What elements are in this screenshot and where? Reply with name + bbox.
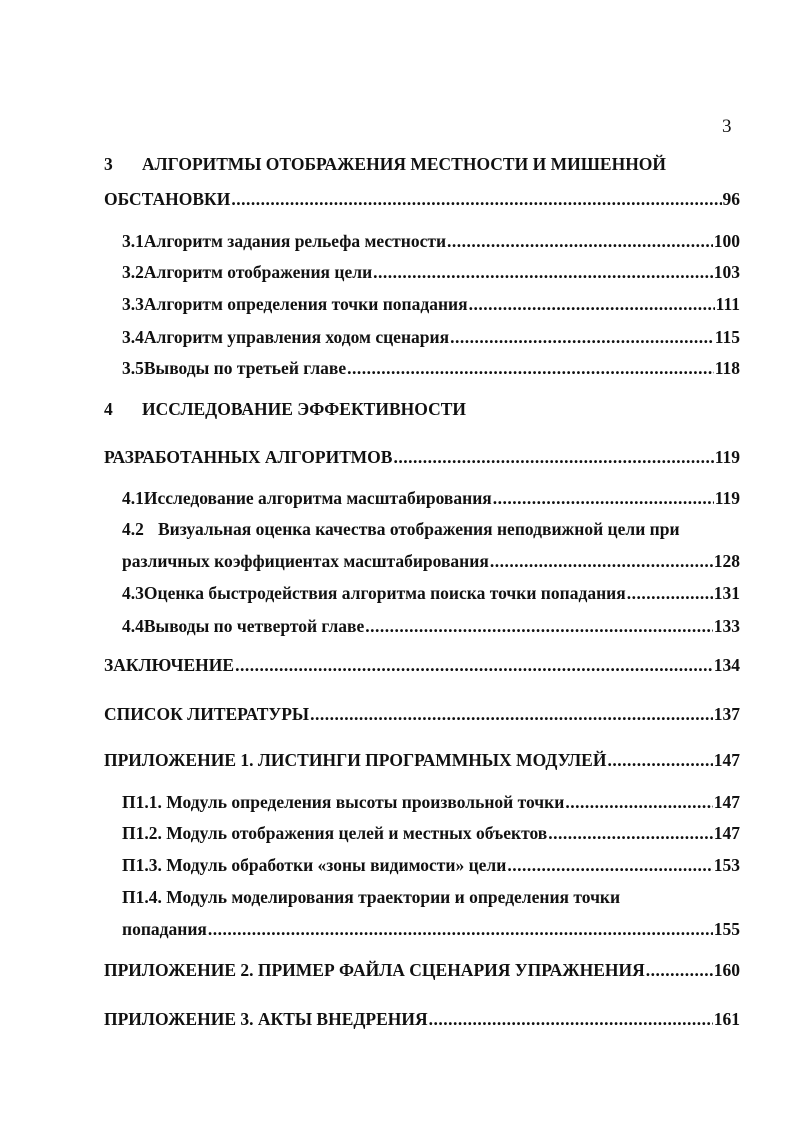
toc-page: 131: [713, 583, 740, 603]
toc-title: ПРИЛОЖЕНИЕ 2. ПРИМЕР ФАЙЛА СЦЕНАРИЯ УПРАЖНЕНИЯ: [104, 960, 645, 980]
toc-section-4-4[interactable]: [122, 613, 740, 639]
toc-leader: [450, 324, 714, 350]
toc-page: 134: [713, 655, 740, 675]
toc-page: 118: [714, 358, 740, 378]
toc-leader: [447, 228, 713, 254]
toc-page: 161: [713, 1009, 740, 1029]
toc-appendix-1-3[interactable]: [122, 852, 740, 878]
toc-page: 119: [714, 488, 740, 508]
toc-appendix-1-4[interactable]: [122, 916, 740, 942]
toc-title: РАЗРАБОТАННЫХ АЛГОРИТМОВ: [104, 447, 393, 467]
toc-appendix-3[interactable]: [104, 1006, 740, 1032]
toc-page: 119: [714, 447, 740, 467]
toc-title: Алгоритм задания рельефа местности: [143, 231, 447, 251]
toc-page: 96: [722, 189, 740, 209]
toc-leader: [490, 548, 713, 574]
toc-title: П1.4. Модуль моделирования траектории и определения точки: [122, 887, 621, 907]
toc-leader: [208, 916, 713, 942]
toc-number: 4.4: [122, 616, 144, 636]
toc-number: 4: [104, 399, 113, 419]
toc-number: 3.1: [122, 231, 144, 251]
toc-title: П1.3. Модуль обработки «зоны видимости» цели: [122, 855, 507, 875]
toc-leader: [347, 355, 714, 381]
toc-leader: [373, 259, 713, 285]
toc-page: 137: [713, 704, 740, 724]
toc-section-3-4[interactable]: [122, 324, 740, 350]
toc-page: 128: [713, 551, 740, 571]
toc-page: 155: [713, 919, 740, 939]
toc-appendix-1[interactable]: [104, 747, 740, 773]
toc-number: 3.5: [122, 358, 144, 378]
toc-title: различных коэффициентах масштабирования: [122, 551, 489, 571]
toc-chapter-4-line1: [104, 396, 740, 422]
toc-title: СПИСОК ЛИТЕРАТУРЫ: [104, 704, 310, 724]
toc-page: 133: [713, 616, 740, 636]
toc-page: 160: [713, 960, 740, 980]
toc-appendix-1-2[interactable]: [122, 820, 740, 846]
toc-title: ИССЛЕДОВАНИЕ ЭФФЕКТИВНОСТИ: [142, 399, 466, 419]
toc-title: П1.2. Модуль отображения целей и местных объектов: [122, 823, 548, 843]
toc-leader: [235, 652, 713, 678]
toc-leader: [393, 444, 713, 470]
toc-number: 4.3: [122, 583, 144, 603]
toc-section-4-2-line1: [122, 516, 740, 542]
toc-leader: [565, 789, 712, 815]
toc-title: Визуальная оценка качества отображения неподвижной цели при: [158, 519, 680, 539]
toc-section-3-3[interactable]: [122, 291, 740, 317]
toc-leader: [469, 291, 715, 317]
toc-number: 3.3: [122, 294, 144, 314]
toc-number: 3: [104, 154, 113, 174]
toc-section-4-1[interactable]: [122, 485, 740, 511]
toc-leader: [493, 485, 714, 511]
toc-title: Алгоритм управления ходом сценария: [143, 327, 450, 347]
toc-leader: [365, 613, 712, 639]
toc-references[interactable]: [104, 701, 740, 727]
toc-title: Выводы по четвертой главе: [143, 616, 365, 636]
toc-leader: [429, 1006, 713, 1032]
toc-title: Оценка быстродействия алгоритма поиска точки попадания: [143, 583, 626, 603]
toc-page: 100: [713, 231, 740, 251]
toc-number: 4.2: [122, 519, 144, 539]
toc-page: 147: [713, 750, 740, 770]
toc-title: ПРИЛОЖЕНИЕ 1. ЛИСТИНГИ ПРОГРАММНЫХ МОДУЛЕЙ: [104, 750, 607, 770]
toc-leader: [548, 820, 713, 846]
toc-appendix-1-1[interactable]: [122, 789, 740, 815]
toc-leader: [507, 852, 712, 878]
toc-title: ОБСТАНОВКИ: [104, 189, 231, 209]
toc-section-3-5[interactable]: [122, 355, 740, 381]
toc-number: 4.1: [122, 488, 144, 508]
toc-title: Алгоритм отображения цели: [143, 262, 373, 282]
toc-leader: [231, 186, 721, 212]
toc-section-3-2[interactable]: [122, 259, 740, 285]
toc-page: 111: [715, 294, 740, 314]
toc-leader: [646, 957, 713, 983]
toc-page: 147: [713, 823, 740, 843]
toc-page: 103: [713, 262, 740, 282]
toc-appendix-1-4-line1: [122, 884, 740, 910]
toc-title: попадания: [122, 919, 207, 939]
toc-title: Выводы по третьей главе: [143, 358, 347, 378]
toc-page: 147: [713, 792, 740, 812]
toc-section-3-1[interactable]: [122, 228, 740, 254]
toc-section-4-2[interactable]: [122, 548, 740, 574]
toc-section-4-3[interactable]: [122, 580, 740, 606]
toc-title: Алгоритм определения точки попадания: [143, 294, 468, 314]
toc-leader: [627, 580, 713, 606]
toc-appendix-2[interactable]: [104, 957, 740, 983]
toc-page: 153: [713, 855, 740, 875]
toc-chapter-3[interactable]: [104, 186, 740, 212]
toc-leader: [607, 747, 712, 773]
page-number: 3: [722, 116, 732, 137]
toc-number: 3.4: [122, 327, 144, 347]
toc-title: П1.1. Модуль определения высоты произвольной точки: [122, 792, 565, 812]
toc-title: ПРИЛОЖЕНИЕ 3. АКТЫ ВНЕДРЕНИЯ: [104, 1009, 428, 1029]
toc-leader: [310, 701, 713, 727]
toc-title: АЛГОРИТМЫ ОТОБРАЖЕНИЯ МЕСТНОСТИ И МИШЕННОЙ: [142, 154, 667, 174]
toc-number: 3.2: [122, 262, 144, 282]
toc-chapter-3-line1: [104, 151, 740, 177]
toc-chapter-4[interactable]: [104, 444, 740, 470]
toc-conclusion[interactable]: [104, 652, 740, 678]
toc-page: 115: [714, 327, 740, 347]
toc-title: ЗАКЛЮЧЕНИЕ: [104, 655, 235, 675]
toc-title: Исследование алгоритма масштабирования: [143, 488, 492, 508]
